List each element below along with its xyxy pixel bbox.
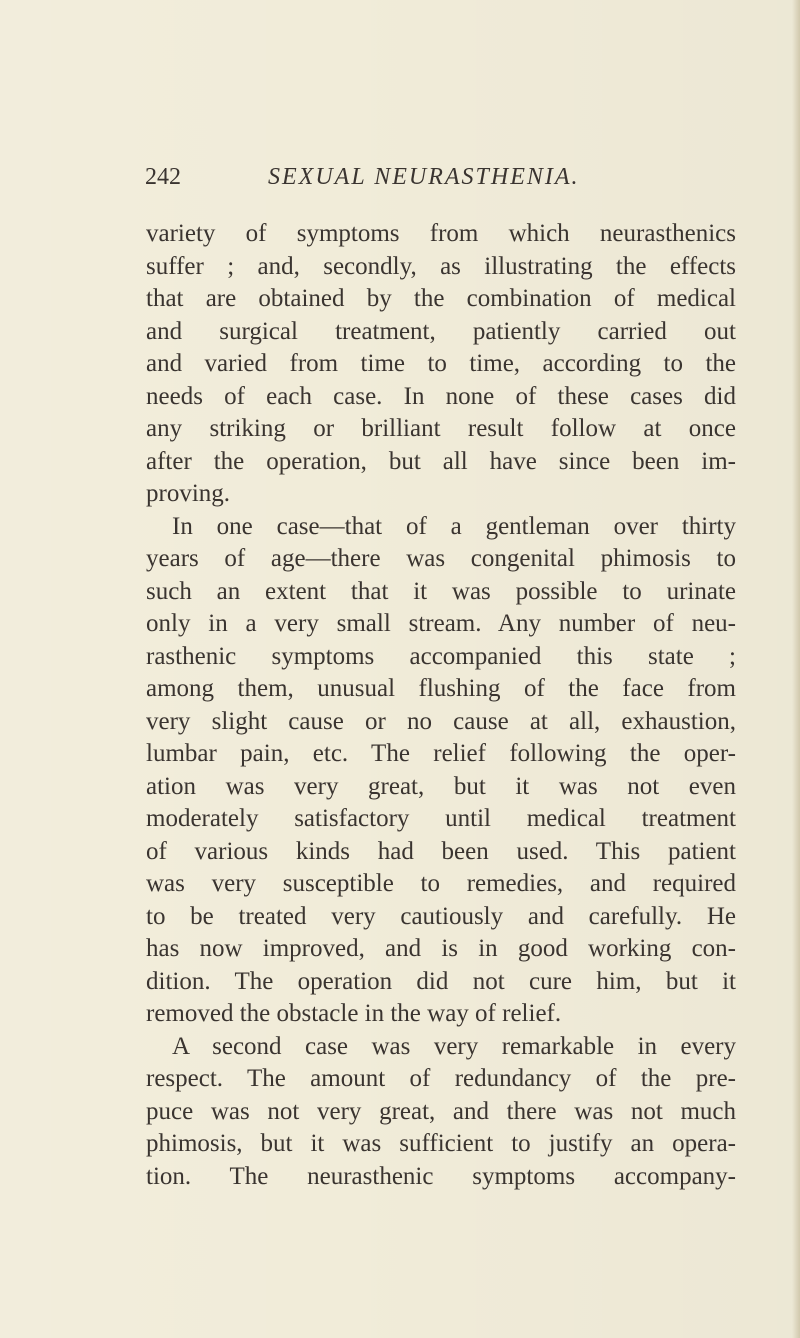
text-line: has now improved, and is in good working con-	[146, 935, 736, 962]
text-line: ation was very great, but it was not even	[146, 772, 736, 800]
text-line: lumbar pain, etc. The relief following the oper-	[146, 740, 736, 767]
text-line: variety of symptoms from which neurasthenics	[146, 220, 736, 247]
text-line: phimosis, but it was sufficient to justify an opera-	[146, 1130, 736, 1157]
page-header	[145, 160, 705, 194]
text-line: only in a very small stream. Any number of neu-	[146, 610, 736, 637]
text-line: any striking or brilliant result follow at once	[146, 415, 736, 442]
text-line: rasthenic symptoms accompanied this state ;	[146, 642, 736, 670]
page-edge-shadow	[792, 0, 800, 1338]
page-number: 242	[145, 164, 181, 190]
text-line: removed the obstacle in the way of relief.	[146, 1000, 562, 1027]
text-line: after the operation, but all have since been im-	[146, 447, 736, 475]
text-line: dition. The operation did not cure him, but it	[146, 967, 736, 995]
text-line: moderately satisfactory until medical treatment	[146, 805, 736, 832]
text-line: puce was not very great, and there was not much	[146, 1097, 736, 1125]
text-line: proving.	[146, 480, 231, 507]
text-line: In one case—that of a gentleman over thirty	[172, 512, 736, 540]
text-line: respect. The amount of redundancy of the pre-	[146, 1065, 736, 1092]
text-line: and varied from time to time, according to the	[146, 350, 736, 377]
text-line: A second case was very remarkable in every	[172, 1032, 736, 1060]
text-line: and surgical treatment, patiently carried out	[146, 317, 736, 345]
text-line: that are obtained by the combination of medical	[146, 285, 736, 312]
text-line: of various kinds had been used. This patient	[146, 837, 736, 865]
text-line: very slight cause or no cause at all, exhaustion,	[146, 707, 736, 735]
text-line: such an extent that it was possible to urinate	[146, 577, 736, 605]
text-line: among them, unusual flushing of the face from	[146, 675, 736, 702]
text-line: to be treated very cautiously and carefully. He	[146, 902, 736, 930]
running-title: SEXUAL NEURASTHENIA.	[268, 164, 580, 190]
text-line: suffer ; and, secondly, as illustrating the effects	[146, 252, 736, 280]
body-text	[146, 218, 736, 1193]
text-line: years of age—there was congenital phimosis to	[146, 545, 736, 572]
text-line: was very susceptible to remedies, and required	[146, 870, 736, 897]
text-line: tion. The neurasthenic symptoms accompany-	[146, 1162, 736, 1190]
text-line: needs of each case. In none of these cases did	[146, 382, 736, 410]
